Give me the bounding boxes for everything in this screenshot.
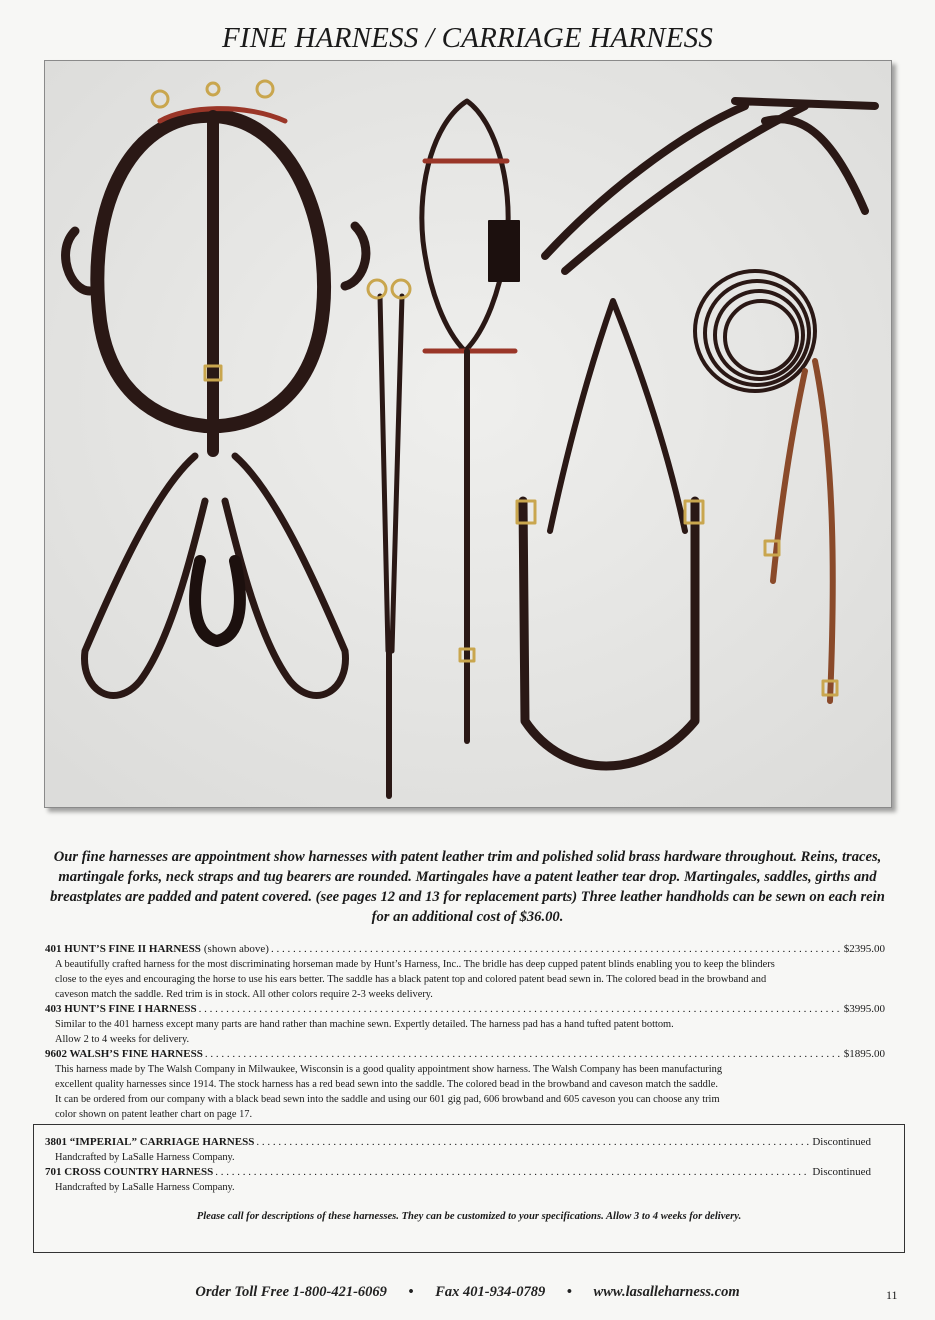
carriage-note: Please call for descriptions of these harnesses. They can be customized to your specifications. Allow 3 to 4 weeks for delivery. xyxy=(196,1211,742,1222)
list-item xyxy=(45,942,885,1002)
item-name: 3801 “IMPERIAL” CARRIAGE HARNESS xyxy=(45,1136,255,1148)
dot-leader xyxy=(215,1165,810,1180)
item-description: Handcrafted by LaSalle Harness Company. xyxy=(55,1152,235,1163)
harness-price-list xyxy=(45,942,885,1122)
page-title: FINE HARNESS / CARRIAGE HARNESS xyxy=(221,22,714,54)
item-description: A beautifully crafted harness for the most discriminating horseman made by Hunt’s Harness, Inc.. The bridle has deep cupped patent blinds enabling you to keep the blinders close to the eyes and encouraging the horse to use his ears better. The saddle has a black patent top and colored patent bead sewn in. The colored bead in the browband and caveson match the saddle. Red trim is in stock. All other colors require 2-3 weeks delivery. xyxy=(55,959,775,1000)
harness-illustration xyxy=(45,61,891,807)
dot-leader xyxy=(205,1047,842,1062)
dot-leader xyxy=(271,942,842,957)
website-link[interactable]: www.lasalleharness.com xyxy=(593,1284,740,1300)
list-item xyxy=(45,1047,885,1122)
intro-paragraph: Our fine harnesses are appointment show harnesses with patent leather trim and polished solid brass hardware throughout. Reins, traces, martingale forks, neck straps and tug bearers are rounded. Martingales have a patent leather tear drop. Martingales, saddles, girths and breastplates are padded and patent covered. (see pages 12 and 13 for replacement parts) Three leather handholds can be sewn on each rein for an additional cost of $36.00. xyxy=(50,849,885,925)
item-name: 701 CROSS COUNTRY HARNESS xyxy=(45,1166,214,1178)
item-price: Discontinued xyxy=(812,1166,871,1178)
item-name: 9602 WALSH’S FINE HARNESS xyxy=(45,1048,203,1060)
item-name: 401 HUNT’S FINE II HARNESS xyxy=(45,943,201,955)
list-item xyxy=(45,1165,871,1195)
item-name: 403 HUNT’S FINE I HARNESS xyxy=(45,1003,197,1015)
carriage-harness-box xyxy=(33,1124,905,1253)
item-description: This harness made by The Walsh Company in Milwaukee, Wisconsin is a good quality appointment show harness. The Walsh Company has been manufacturing excellent quality harnesses since 1914. The stock harness has a red bead sewn into the saddle. The colored bead in the browband and caveson match the saddle. It can be ordered from our company with a black bead sewn into the saddle and using our 601 gig pad, 606 browband and 605 caveson you can choose any trim color shown on patent leather chart on page 17. xyxy=(55,1064,723,1120)
footer-separator: • xyxy=(566,1284,572,1300)
footer-separator: • xyxy=(408,1284,414,1300)
item-description: Similar to the 401 harness except many parts are hand rather than machine sewn. Expertly detailed. The harness pad has a hand tufted patent bottom. Allow 2 to 4 weeks for delivery. xyxy=(55,1019,674,1045)
dot-leader xyxy=(199,1002,842,1017)
dot-leader xyxy=(256,1135,810,1150)
fax-number: Fax 401-934-0789 xyxy=(435,1284,546,1300)
item-price: $3995.00 xyxy=(843,1003,885,1015)
list-item xyxy=(45,1002,885,1047)
phone-number[interactable]: Order Toll Free 1-800-421-6069 xyxy=(195,1284,387,1300)
item-price: $1895.00 xyxy=(843,1048,885,1060)
page-number: 11 xyxy=(886,1288,898,1302)
item-price: $2395.00 xyxy=(843,943,885,955)
item-price: Discontinued xyxy=(812,1136,871,1148)
item-description: Handcrafted by LaSalle Harness Company. xyxy=(55,1182,235,1193)
harness-photo xyxy=(44,60,892,808)
footer xyxy=(0,1284,935,1301)
list-item xyxy=(45,1135,871,1165)
item-note: (shown above) xyxy=(203,943,269,955)
